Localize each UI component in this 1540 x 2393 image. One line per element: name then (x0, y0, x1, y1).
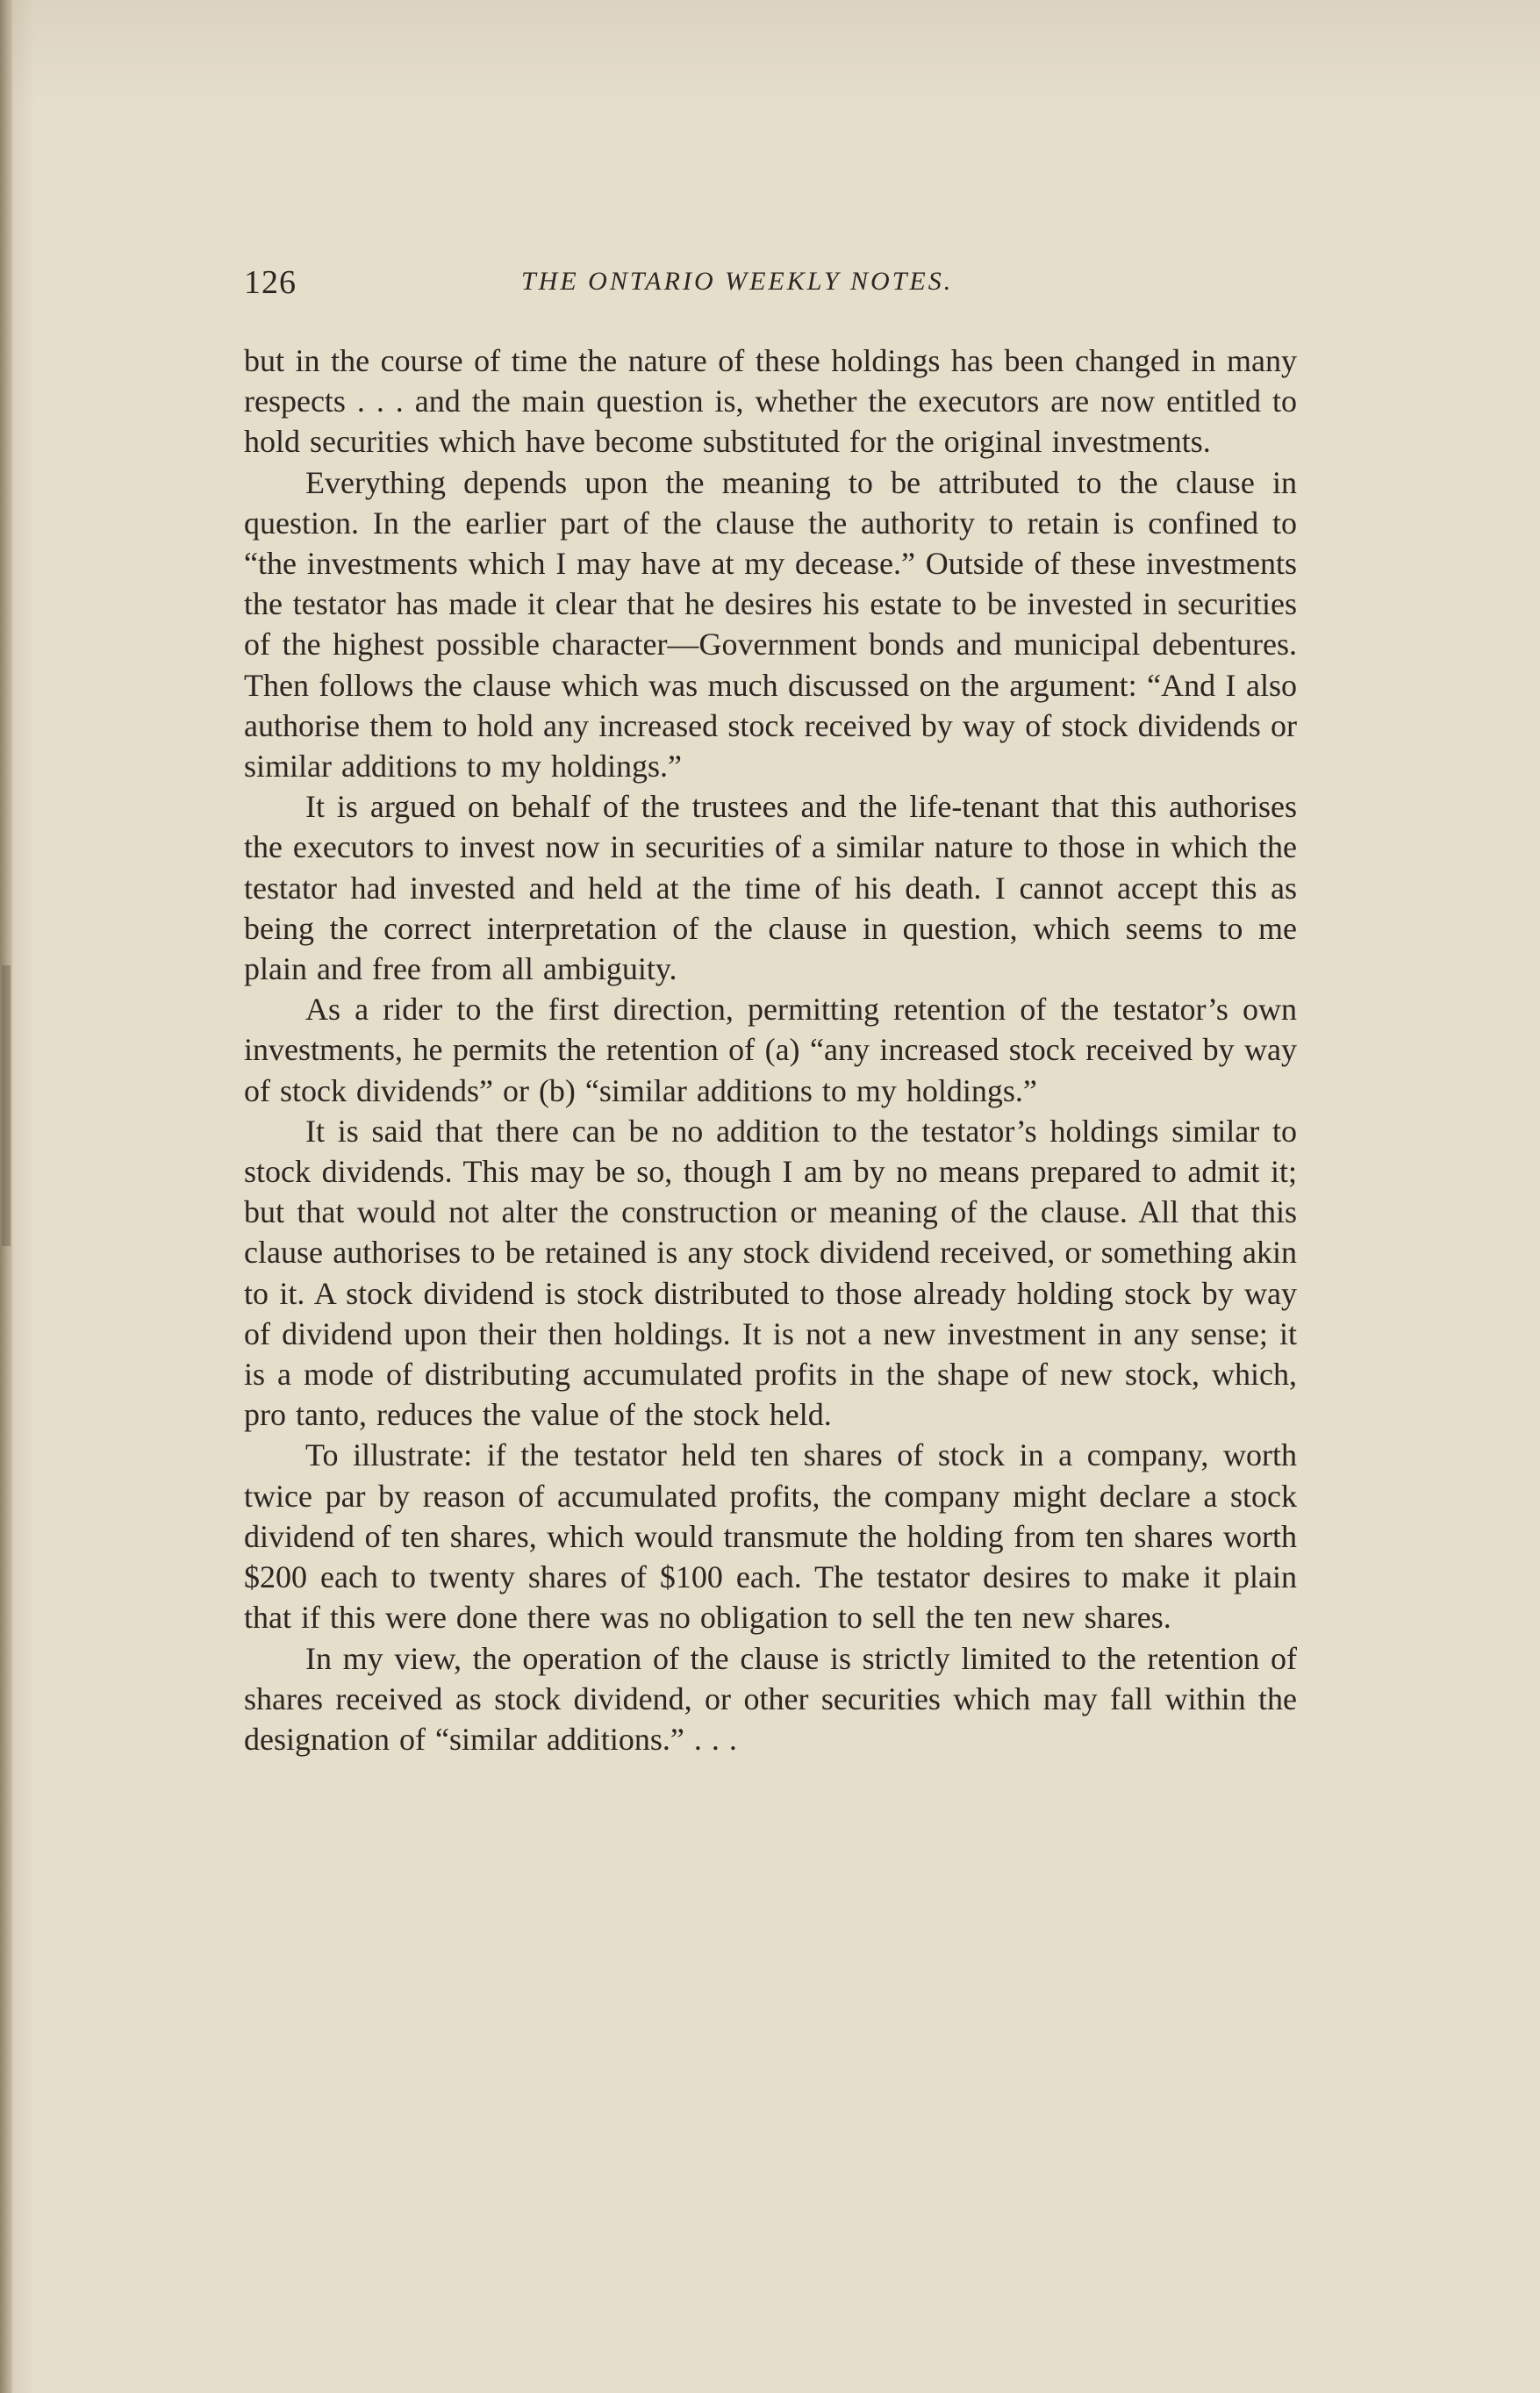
journal-title: THE ONTARIO WEEKLY NOTES. (521, 267, 954, 296)
body-text (244, 340, 1297, 1759)
paragraph: It is argued on behalf of the trustees and the life-tenant that this authorises the executors to invest now in securities of a similar nature to those in which the testator had invested and held at the time of his death. I cannot accept this as being the correct interpretation of the clause in question, which seems to me plain and free from all ambiguity. (244, 789, 1297, 987)
paragraph: To illustrate: if the testator held ten shares of stock in a company, worth twice par by reason of accumulated profits, the company might declare a stock dividend of ten shares, which would transmute the holding from ten shares worth $200 each to twenty shares of $100 each. The testator desires to make it plain that if this were done there was no obligation to sell the ten new shares. (244, 1437, 1297, 1636)
paragraph: In my view, the operation of the clause is strictly limited to the retention of shares received as stock dividend, or other securities which may fall within the designation of “similar additions.” . . . (244, 1640, 1297, 1757)
running-head (244, 263, 1297, 305)
paragraph: It is said that there can be no addition to the testator’s holdings similar to stock dividends. This may be so, though I am by no means prepared to admit it; but that would not alter the construction or meaning of the clause. All that this clause authorises to be retained is any stock dividend received, or something akin to it. A stock dividend is stock distributed to those already holding stock by way of dividend upon their then holdings. It is not a new investment in any sense; it is a mode of distributing accumulated profits in the shape of new stock, which, pro tanto, reduces the value of the stock held. (244, 1113, 1297, 1433)
page-number: 126 (244, 264, 297, 301)
paragraph: As a rider to the first direction, permitting retention of the testator’s own investments, he permits the retention of (a) “any increased stock received by way of stock dividends” or (b) “similar additions to my holdings.” (244, 992, 1297, 1108)
page-smudge (2, 965, 11, 1246)
paragraph-continuation: but in the course of time the nature of these holdings has been changed in many respects . . . and the main question is, whether the executors are now entitled to hold securities which have become substituted for the original investments. (244, 343, 1297, 460)
paragraph: Everything depends upon the meaning to be attributed to the clause in question. In the earlier part of the clause the authority to retain is confined to “the investments which I may have at my decease.” Outside of these investments the testator has made it clear that he desires his estate to be invested in securities of the highest possible character—Government bonds and municipal debentures. Then follows the clause which was much discussed on the argument: “And I also authorise them to hold any increased stock received by way of stock dividends or similar additions to my holdings.” (244, 464, 1297, 785)
